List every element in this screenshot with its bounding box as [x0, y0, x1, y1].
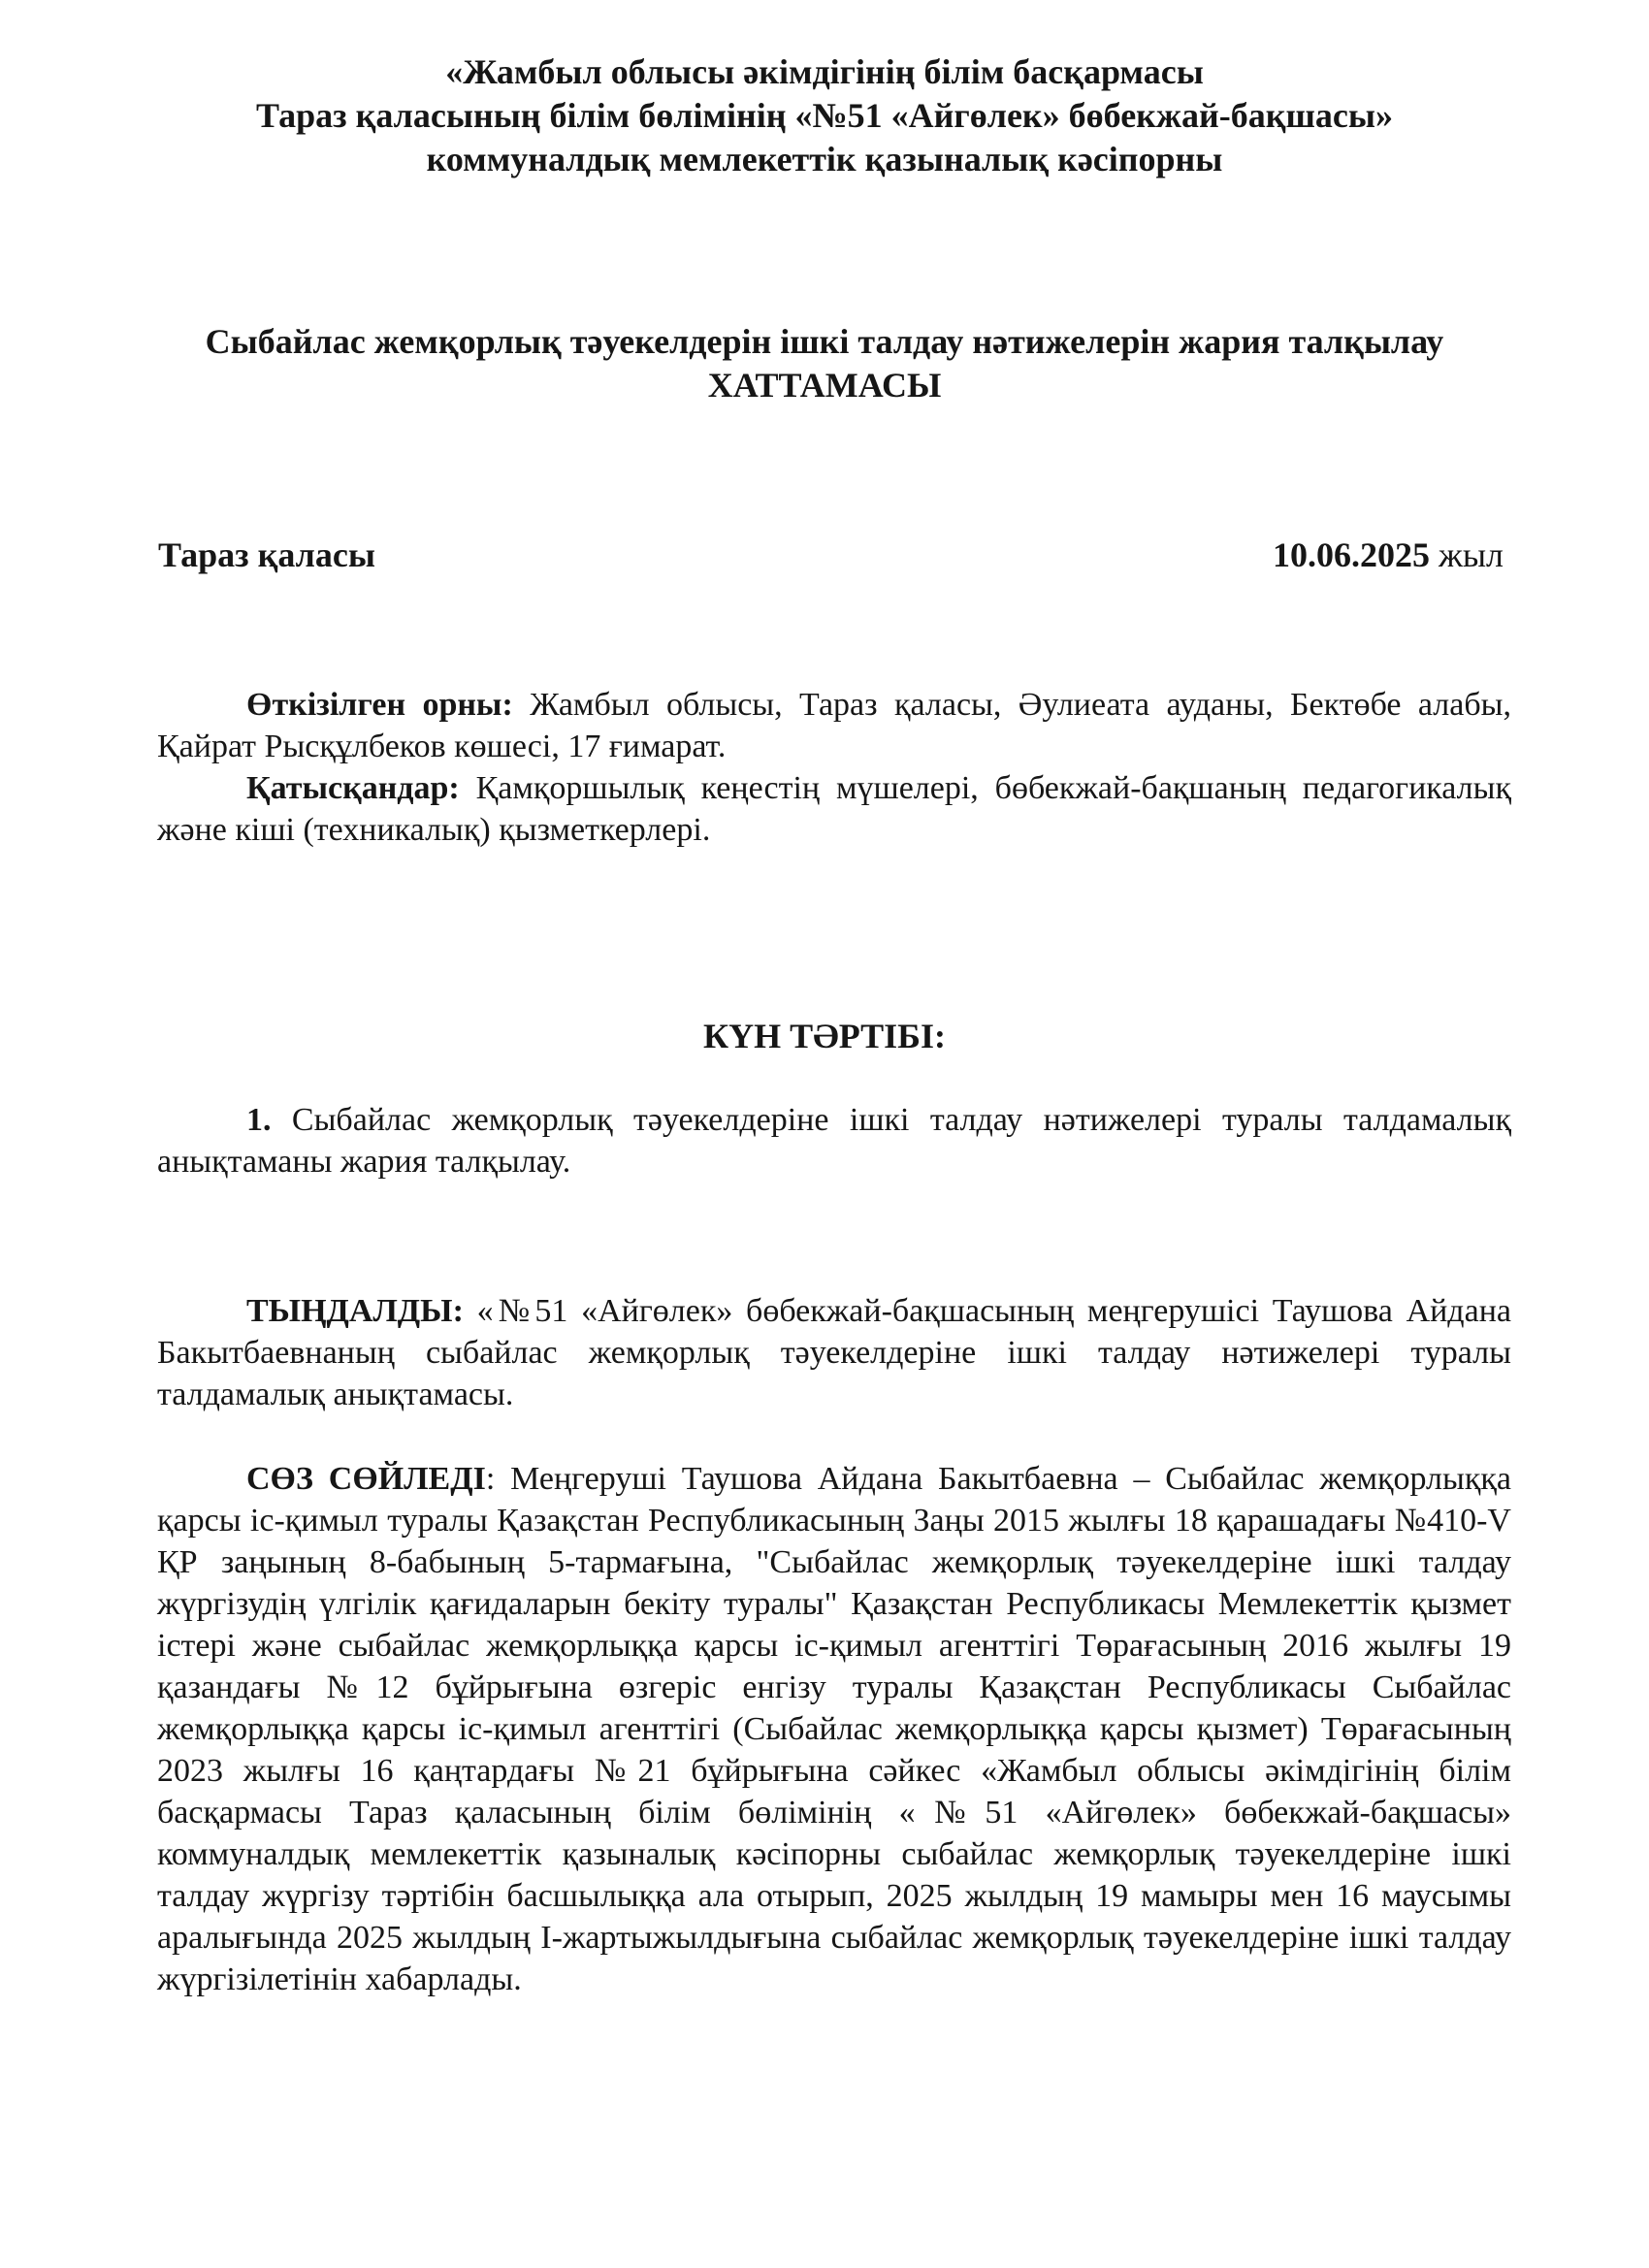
document-title-line-1: Сыбайлас жемқорлық тәуекелдерін ішкі талдау нәтижелерін жария талқылау	[205, 322, 1444, 361]
agenda-heading: КҮН ТӘРТІБІ:	[703, 1017, 946, 1055]
venue-label: Өткізілген орны:	[246, 687, 513, 723]
agenda-item-text: Сыбайлас жемқорлық тәуекелдеріне ішкі талдау нәтижелері туралы талдамалық анықтаманы жария талқылау.	[157, 1102, 1511, 1180]
heard-text: «№51 «Айгөлек» бөбекжай-бақшасының меңгерушісі Таушова Айдана Бакытбаевнаның сыбайлас жемқорлық тәуекелдеріне ішкі талдау нәтижелері туралы талдамалық анықтамасы.	[157, 1293, 1511, 1412]
participants-text: Қамқоршылық кеңестің мүшелері, бөбекжай-бақшаның педагогикалық және кіші (техникалық) қызметкерлері.	[157, 770, 1511, 848]
speech-label: СӨЗ СӨЙЛЕДІ	[246, 1461, 486, 1497]
agenda-item	[157, 1099, 1511, 1183]
date-suffix: жыл	[1438, 535, 1504, 574]
organization-header-line-3: коммуналдық мемлекеттік қазыналық кәсіпорны	[426, 140, 1223, 178]
speech-paragraph	[157, 1458, 1511, 2000]
city-label: Тараз қаласы	[158, 535, 375, 574]
organization-header-line-1: «Жамбыл облысы әкімдігінің білім басқармасы	[445, 52, 1204, 91]
heard-label: ТЫҢДАЛДЫ:	[246, 1293, 464, 1329]
organization-header-line-2: Тараз қаласының білім бөлімінің «№51 «Айгөлек» бөбекжай-бақшасы»	[256, 96, 1393, 135]
agenda-item-number: 1.	[246, 1102, 272, 1138]
participants-label: Қатысқандар:	[246, 770, 460, 806]
document-date	[1273, 534, 1504, 577]
document-title-line-2: ХАТТАМАСЫ	[707, 366, 942, 405]
heard-paragraph	[157, 1290, 1511, 1415]
venue-paragraph	[157, 684, 1511, 767]
participants-paragraph	[157, 767, 1511, 851]
organization-header	[0, 50, 1649, 181]
speech-text: : Меңгеруші Таушова Айдана Бакытбаевна – Сыбайлас жемқорлыққа қарсы іс-қимыл туралы Қазақстан Республикасының Заңы 2015 жылғы 18 қарашадағы №410-V ҚР заңының 8-бабының 5-тармағына, "Сыбайлас жемқорлық тәуекелдеріне ішкі талдау жүргізудің үлгілік қағидаларын бекіту туралы" Қазақстан Республикасы Мемлекеттік қызмет істері және сыбайлас жемқорлыққа қарсы іс-қимыл агенттігі Төрағасының 2016 жылғы 19 қазандағы №12 бұйрығына өзгеріс енгізу туралы Қазақстан Республикасы Сыбайлас жемқорлыққа қарсы іс-қимыл агенттігі (Сыбайлас жемқорлыққа қарсы қызмет) Төрағасының 2023 жылғы 16 қаңтардағы №21 бұйрығына сәйкес «Жамбыл облысы әкімдігінің білім басқармасы Тараз қаласының білім бөлімінің «№51 «Айгөлек» бөбекжай-бақшасы» коммуналдық мемлекеттік қазыналық кәсіпорны сыбайлас жемқорлық тәуекелдеріне ішкі талдау жүргізу тәртібін басшылыққа ала отырып, 2025 жылдың 19 мамыры мен 16 маусымы аралығында 2025 жылдың I-жартыжылдығына сыбайлас жемқорлық тәуекелдеріне ішкі талдау жүргізілетінін хабарлады.	[157, 1461, 1511, 1997]
document-title	[0, 320, 1649, 407]
date-value: 10.06.2025	[1272, 535, 1430, 574]
venue-text: Жамбыл облысы, Тараз қаласы, Әулиеата ауданы, Бектөбе алабы, Қайрат Рысқұлбеков көшесі, 17 ғимарат.	[157, 687, 1511, 764]
